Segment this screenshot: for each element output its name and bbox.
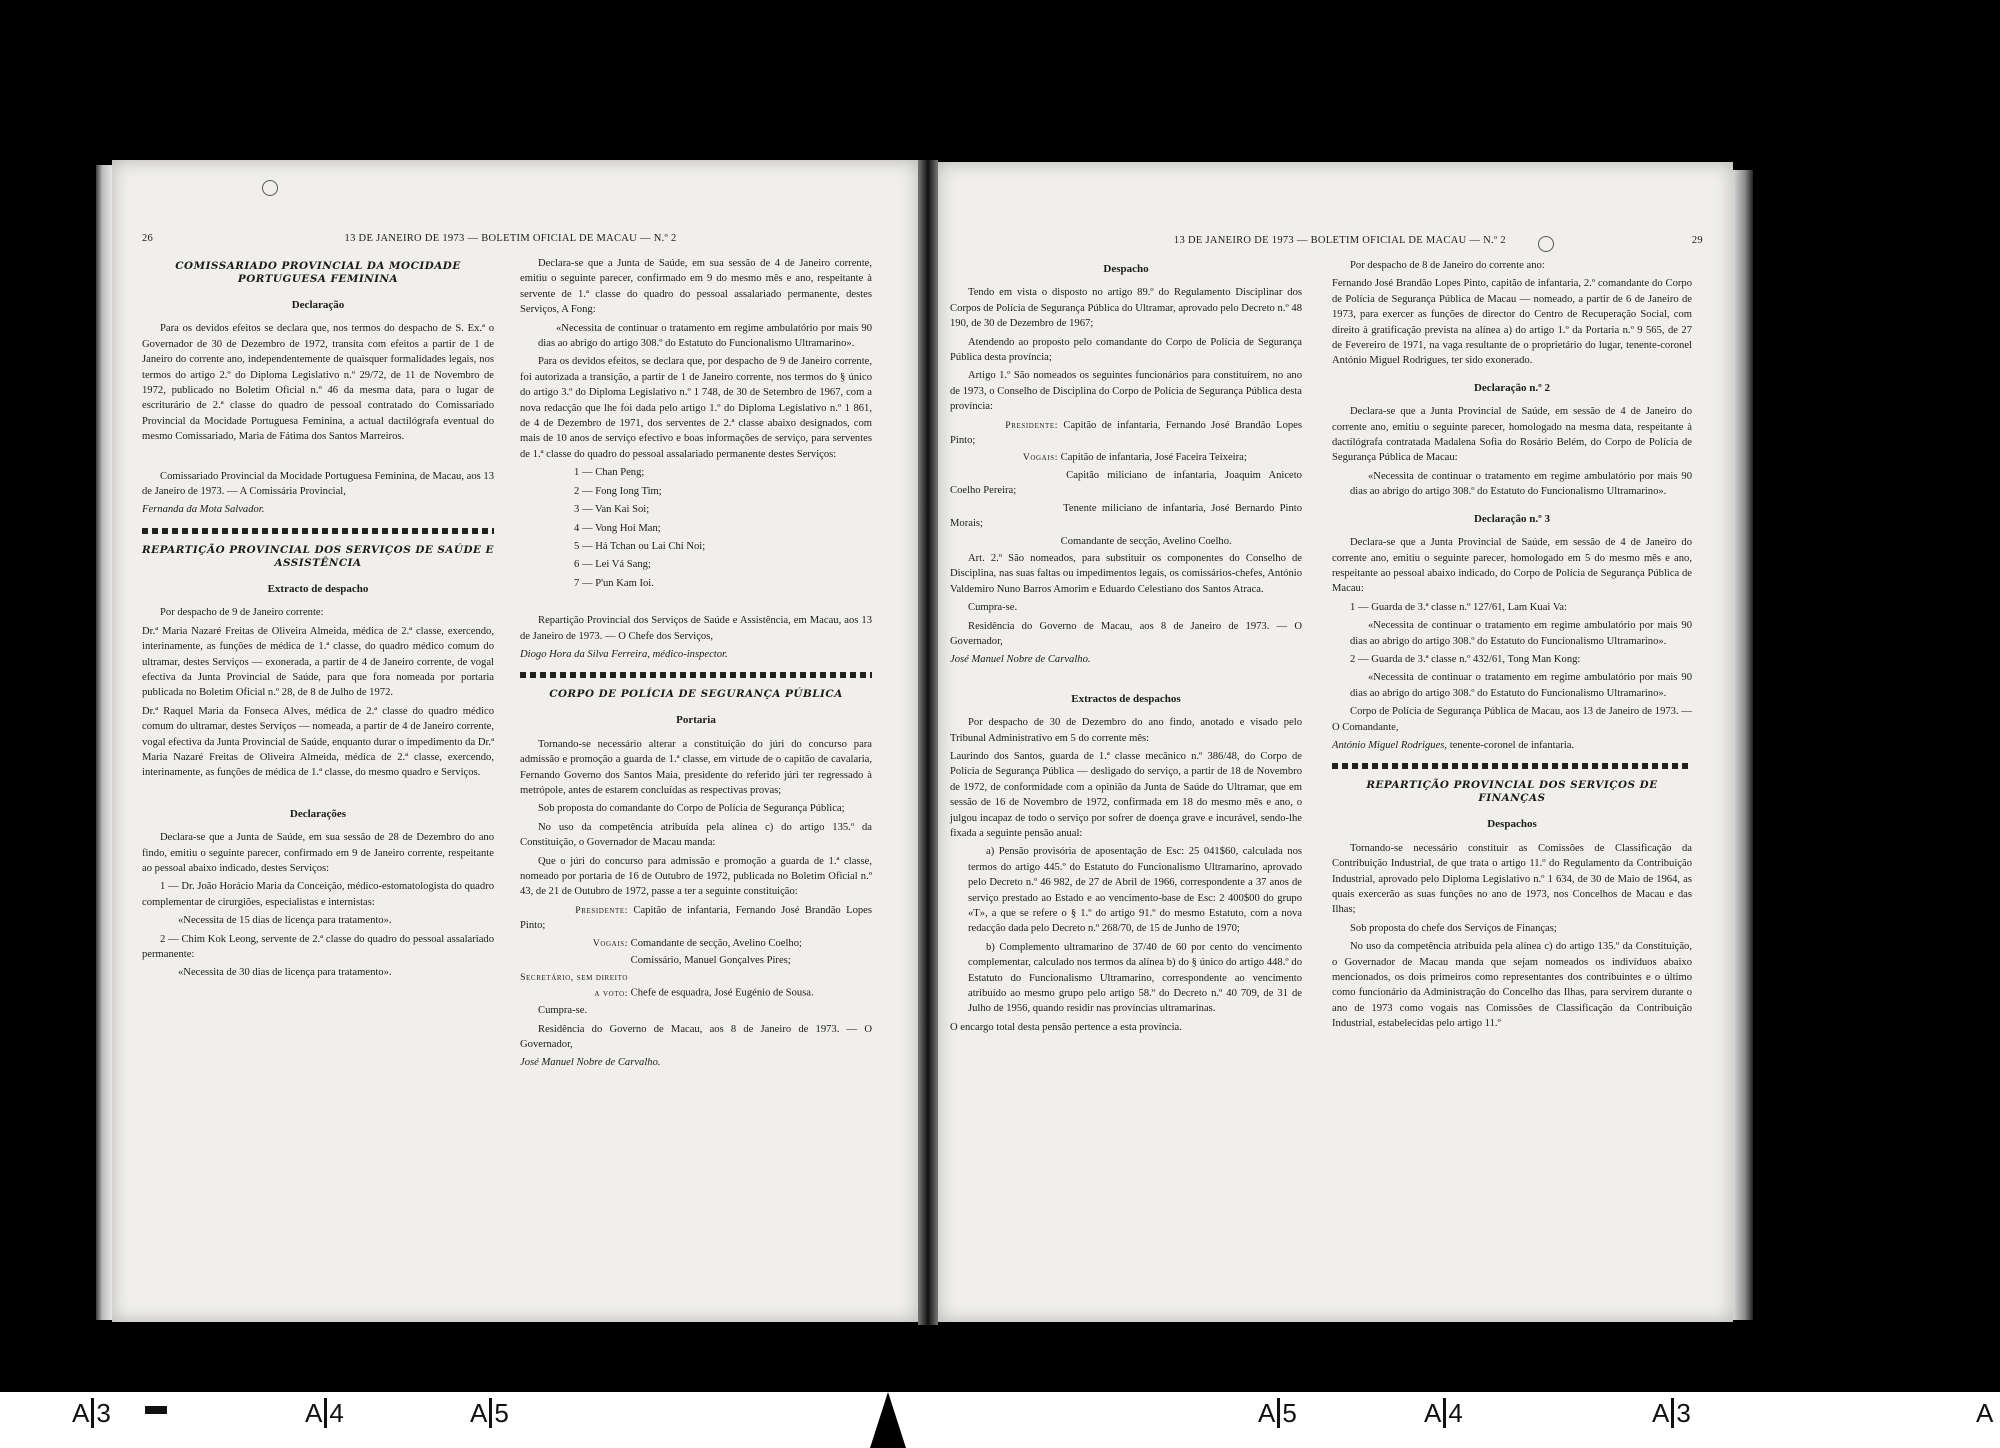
section-subtitle: Extractos de despachos (1071, 692, 1181, 705)
paragraph: Artigo 1.º São nomeados os seguintes funcionários para constituírem, no ano de 1973, o Conselho de Disciplina do Corpo de Polícia de Segurança Pública desta província: (950, 370, 1302, 413)
section-divider (142, 528, 494, 534)
paragraph: Declara-se que a Junta Provincial de Saúde, em sessão de 4 de Janeiro do corrente ano, emitiu o seguinte parecer, homologado em 5 do mesmo mês e ano, respeitante ao pessoal abaixo indicado, do Corpo de Polícia de Segurança Pública de Macau: (1332, 537, 1692, 595)
board-row: Vogais: Capitão de infantaria, José Faceira Teixeira; (1022, 452, 1247, 464)
list-item: 1 — Chan Peng; (574, 467, 645, 479)
signature: Fernanda da Mota Salvador. (142, 504, 265, 516)
paragraph: Cumpra-se. (538, 1005, 588, 1017)
paragraph: Cumpra-se. (968, 602, 1018, 614)
right-page-header (968, 235, 1703, 246)
paragraph: Para os devidos efeitos, se declara que, por despacho de 9 de Janeiro corrente, foi autorizada a transição, a partir de 1 de Janeiro corrente, nos termos do § único do artigo 3.º do Diploma Legislativo n.º 1 748, de 30 de Setembro de 1967, com a nova redacção que lhe foi dada pelo artigo 1.º do Diploma Legislativo n.º 1 861, de 4 de Dezembro de 1971, dos serventes de 2.ª classe abaixo designados, com mais de 10 anos de serviço efectivo e boas informações de serviço, para serventes de 1.ª classe do quadro do pessoal assalariado permanente destes Serviços: (520, 356, 872, 460)
list-item: 3 — Van Kai Soi; (574, 504, 650, 516)
right-column-2 (1332, 258, 1692, 1035)
signature: José Manuel Nobre de Carvalho. (520, 1057, 661, 1069)
film-frame-mark: A 3 (1652, 1398, 1691, 1428)
paragraph: Art. 2.º São nomeados, para substituir os componentes do Conselho de Disciplina, nas suas faltas ou impedimentos legais, os comissários-chefes, António Valdemiro Nuno Barros Amorim e Eduardo Celestiano dos Santos Atraca. (950, 552, 1302, 595)
paragraph: O encargo total desta pensão pertence a esta província. (950, 1021, 1182, 1033)
jury-row: Secretário, sem direito a voto: Chefe de esquadra, José Eugénio de Sousa. (520, 972, 814, 999)
section-title: REPARTIÇÃO PROVINCIAL DOS SERVIÇOS DE FINANÇAS (1366, 779, 1658, 805)
paragraph: Sob proposta do comandante do Corpo de Polícia de Segurança Pública; (538, 803, 845, 815)
section-divider (1332, 763, 1692, 769)
paragraph: Declara-se que a Junta de Saúde, em sua sessão de 4 de Janeiro corrente, emitiu o seguinte parecer, confirmado em 9 do mesmo mês e ano, respeitante à servente de 1.ª classe do quadro do pessoal assalariado permanente, destes Serviços, A Fong: (520, 258, 872, 316)
page-blemish (1538, 236, 1554, 252)
signature: Diogo Hora da Silva Ferreira, médico-inspector. (520, 648, 728, 660)
paragraph: Que o júri do concurso para admissão e promoção a guarda de 1.ª classe, nomeado por portaria de 16 de Outubro de 1972, publicada no Boletim Oficial n.º 43, de 21 de Outubro de 1972, passe a ter a seguinte constituição: (520, 855, 872, 898)
section-subtitle: Portaria (676, 714, 716, 727)
film-strip (0, 1392, 2000, 1448)
section-subtitle: Despacho (1103, 263, 1149, 275)
quote: «Necessita de continuar o tratamento em regime ambulatório por mais 90 dias ao abrigo do artigo 308.º do Estatuto do Funcionalismo Ultramarino». (1350, 620, 1692, 647)
paragraph: Por despacho de 8 de Janeiro do corrente ano: (1350, 260, 1545, 271)
paragraph: Tendo em vista o disposto no artigo 89.º do Regulamento Disciplinar dos Corpos de Polícia de Segurança Pública do Ultramar, aprovado pelo Decreto n.º 48 190, de 30 de Dezembro de 1967; (950, 287, 1302, 330)
list-item: b) Complemento ultramarino de 37/40 de 60 por cento do vencimento complementar, calculado nos termos da alínea b) do § único do artigo 448.º do Estatuto do Funcionalismo Ultramarino, correspondente ao vencimento atribuído ao mesmo grupo pelo artigo 58.º do Decreto n.º 40 709, de 31 de Julho de 1956, quando residir nas províncias ultramarinas. (968, 941, 1302, 1015)
jury-row: Comissário, Manuel Gonçalves Pires; (630, 955, 791, 967)
right-page (938, 162, 1733, 1322)
film-frame-mark: A (1976, 1398, 1994, 1428)
paragraph: Tornando-se necessário constituir as Comissões de Classificação da Contribuição Industrial, de que trata o artigo 11.º do Regulamento da Contribuição Industrial, aprovado pelo Diploma Legislativo n.º 1 634, de 30 de Maio de 1964, as quais exercerão as suas funções no ano de 1973, nos Concelhos de Macau e das Ilhas; (1332, 842, 1692, 916)
list-item: a) Pensão provisória de aposentação de Esc: 25 041$60, calculada nos termos do artigo 445.º do Estatuto do Funcionalismo Ultramarino, aprovado pelo Decreto n.º 46 982, de 27 de Abril de 1966, correspondente a 37 anos de serviço prestado ao Estado e ao vencimento-base de Esc: 2 400$00 do grupo «T», a que se refere o § 1.º do artigo 91.º do mesmo Estatuto, com a nova redacção dada pelo Decreto n.º 268/70, de 15 de Junho de 1970; (968, 846, 1302, 935)
board-row: Comandante de secção, Avelino Coelho. (1060, 535, 1232, 547)
paragraph: Comissariado Provincial da Mocidade Portuguesa Feminina, de Macau, aos 13 de Janeiro de 1973. — A Comissária Provincial, (142, 470, 494, 498)
board-row: Tenente miliciano de infantaria, José Bernardo Pinto Morais; (950, 502, 1302, 530)
paragraph: Sob proposta do chefe dos Serviços de Finanças; (1350, 922, 1557, 934)
quote: «Necessita de continuar o tratamento em regime ambulatório por mais 90 dias ao abrigo do artigo 308.º do Estatuto do Funcionalismo Ultramarino». (1350, 672, 1692, 699)
book-gutter (918, 160, 938, 1325)
paragraph: Declara-se que a Junta Provincial de Saúde, em sessão de 4 de Janeiro do corrente ano, emitiu o seguinte parecer, homologado na mesma data, respeitante à dactilógrafa contratada Madalena Sofia do Rosário Belém, do Corpo de Polícia de Segurança Pública de Macau: (1332, 406, 1692, 464)
list-item: 6 — Lei Vá Sang; (574, 559, 651, 571)
right-column-1 (950, 258, 1302, 1038)
film-frame-mark: A 4 (1424, 1398, 1463, 1428)
paragraph: Por despacho de 9 de Janeiro corrente: (160, 607, 324, 619)
paragraph: Por despacho de 30 de Dezembro do ano findo, anotado e visado pelo Tribunal Administrativo em 5 do corrente mês: (950, 717, 1302, 744)
running-title: 13 DE JANEIRO DE 1973 — BOLETIM OFICIAL DE MACAU — N.º 2 (1173, 235, 1506, 246)
quote: «Necessita de 30 dias de licença para tratamento». (178, 967, 392, 979)
paragraph: Tornando-se necessário alterar a constituição do júri do concurso para admissão e promoção a guarda de 1.ª classe, em virtude de o capitão de cavalaria, Fernando Governo dos Santos Maia, presidente do referido júri ter regressado à metrópole, antes de estarem concluídas as respectivas provas; (520, 738, 872, 796)
left-page-header (142, 233, 888, 244)
paragraph: Residência do Governo de Macau, aos 8 de Janeiro de 1973. — O Governador, (520, 1023, 872, 1051)
paragraph: Dr.ª Raquel Maria da Fonseca Alves, médica de 2.ª classe do quadro médico comum do ultramar, destes Serviços — nomeada, a partir de 4 de Janeiro corrente, vogal efectiva da Junta Provincial de Saúde, enquanto durar o impedimento da Dr.ª Maria Nazaré Freitas de Oliveira Almeida, médica de 2.ª classe, exercendo, interinamente, as funções de médica de 1.ª classe, do mesmo quadro e Serviços. (142, 705, 494, 779)
quote: «Necessita de continuar o tratamento em regime ambulatório por mais 90 dias ao abrigo do artigo 308.º do Estatuto do Funcionalismo Ultramarino». (1350, 470, 1692, 498)
section-title: COMISSARIADO PROVINCIAL DA MOCIDADE PORTUGUESA FEMININA (175, 260, 461, 285)
paragraph: Repartição Provincial dos Serviços de Saúde e Assistência, em Macau, aos 13 de Janeiro de 1973. — O Chefe dos Serviços, (520, 615, 872, 642)
section-subtitle: Declarações (289, 807, 347, 820)
paragraph: 2 — Chim Kok Leong, servente de 2.ª classe do quadro do pessoal assalariado permanente: (142, 933, 494, 960)
section-subtitle: Declaração (291, 299, 345, 311)
page-number: 26 (142, 233, 154, 244)
paragraph: Fernando José Brandão Lopes Pinto, capitão de infantaria, 2.º comandante do Corpo de Polícia de Segurança Pública de Macau — nomeado, a partir de 6 de Janeiro de 1973, para exercer as funções de director do Centro de Recuperação Social, com direito à gratificação prevista na alínea a) do artigo 1.º da Portaria n.º 9 565, de 27 de Fevereiro de 1971, na vaga resultante de o proprietário do lugar, tenente-coronel António Miguel Rodrigues, ter sido exonerado. (1332, 278, 1692, 367)
paragraph: 1 — Guarda de 3.ª classe n.º 127/61, Lam Kuai Va: (1350, 601, 1567, 613)
film-frame-mark: A 5 (470, 1398, 509, 1428)
paragraph: 1 — Dr. João Horácio Maria da Conceição, médico-estomatologista do quadro complementar de cirurgiões, especialistas e internistas: (142, 881, 494, 908)
running-title: 13 DE JANEIRO DE 1973 — BOLETIM OFICIAL DE MACAU — N.º 2 (344, 233, 677, 244)
paragraph: Declara-se que a Junta de Saúde, em sua sessão de 28 de Dezembro do ano findo, emitiu o seguinte parecer, confirmado em 9 de Janeiro corrente, respeitante ao pessoal abaixo indicado, destes Serviços: (142, 832, 494, 874)
page-blemish (262, 180, 278, 196)
section-title: CORPO DE POLÍCIA DE SEGURANÇA PÚBLICA (549, 688, 843, 701)
section-subtitle: Despachos (1487, 818, 1537, 831)
paragraph: Corpo de Polícia de Segurança Pública de Macau, aos 13 de Janeiro de 1973. — O Comandante, (1332, 706, 1692, 733)
left-column-1 (142, 256, 494, 984)
board-row: Presidente: Capitão de infantaria, Fernando José Brandão Lopes Pinto; (950, 419, 1302, 447)
film-frame-mark: A 4 (305, 1398, 344, 1428)
quote: «Necessita de continuar o tratamento em regime ambulatório por mais 90 dias ao abrigo do artigo 308.º do Estatuto do Funcionalismo Ultramarino». (538, 322, 872, 350)
jury-row: Vogais: Comandante de secção, Avelino Coelho; (592, 937, 802, 949)
film-frame-mark: A 3 (72, 1398, 111, 1428)
list-item: 2 — Fong Iong Tim; (574, 485, 662, 497)
paragraph: Para os devidos efeitos se declara que, nos termos do despacho de S. Ex.ª o Governador de 30 de Dezembro de 1972, transita com efeitos a partir de 1 de Janeiro do corrente ano, independentemente de quaisquer formalidades legais, nos termos do artigo 2.º do Diploma Legislativo n.º 29/72, de 11 de Novembro de 1972, publicado no Boletim Oficial n.º 46 da mesma data, para o lugar de escriturário de 2.ª classe do quadro de pessoal contratado do Comissariado Provincial da Mocidade Portuguesa Feminina, a actual dactilógrafa eventual do mesmo Comissariado, Maria de Fátima dos Santos Marreiros. (142, 323, 494, 443)
section-subtitle: Extracto de despacho (267, 582, 369, 595)
left-column-2 (520, 256, 872, 1074)
film-tab (145, 1406, 167, 1414)
right-page-edge (1733, 170, 1753, 1320)
quote: «Necessita de 15 dias de licença para tratamento». (178, 915, 392, 927)
paragraph: Laurindo dos Santos, guarda de 1.ª classe mecânico n.º 386/48, do Corpo de Polícia de Segurança Pública — desligado do serviço, a partir de 18 de Novembro de 1972, de conformidade com a opinião da Junta de Saúde do Ultramar, que em sessão de 16 de Novembro de 1972, confirmada em 18 do mesmo mês e ano, o julgou incapaz de todo o serviço por sofrer de doença grave e incurável, sendo-lhe fixada a seguinte pensão anual: (950, 750, 1302, 839)
jury-row: Presidente: Capitão de infantaria, Fernando José Brandão Lopes Pinto; (520, 904, 872, 932)
film-frame-mark: A 5 (1258, 1398, 1297, 1428)
paragraph: 2 — Guarda de 3.ª classe n.º 432/61, Tong Man Kong: (1350, 653, 1581, 665)
board-row: Capitão miliciano de infantaria, Joaquim Aniceto Coelho Pereira; (950, 469, 1302, 497)
list-item: 7 — P'un Kam Ioi. (574, 577, 654, 589)
left-page-edge (96, 165, 112, 1320)
list-item: 5 — Há Tchan ou Lai Chi Noi; (574, 540, 706, 552)
paragraph: No uso da competência atribuída pela alínea c) do artigo 135.º da Constituição, o Governador de Macau manda que sejam nomeados os indivíduos abaixo mencionados, os dois primeiros como representantes dos contribuintes e o último como funcionário da Administração do Concelho das Ilhas, para servirem durante o ano de 1973 como vogais nas Comissões de Classificação da Contribuição Industrial, estabelecidas pelo artigo 11.º (1332, 941, 1692, 1030)
signature: António Miguel Rodrigues, tenente-coronel de infantaria. (1332, 739, 1575, 751)
signature: José Manuel Nobre de Carvalho. (950, 654, 1091, 666)
paragraph: Atendendo ao proposto pelo comandante do Corpo de Polícia de Segurança Pública desta província; (950, 336, 1302, 364)
section-title: REPARTIÇÃO PROVINCIAL DOS SERVIÇOS DE SAÚDE E ASSISTÊNCIA (142, 543, 494, 569)
page-number: 29 (1691, 235, 1703, 246)
paragraph: Residência do Governo de Macau, aos 8 de Janeiro de 1973. — O Governador, (950, 620, 1302, 647)
section-subtitle: Declaração n.º 2 (1473, 381, 1551, 394)
section-divider (520, 672, 872, 678)
left-page (112, 160, 918, 1322)
section-subtitle: Declaração n.º 3 (1473, 512, 1551, 525)
list-item: 4 — Vong Hoi Man; (574, 522, 661, 534)
paragraph: Dr.ª Maria Nazaré Freitas de Oliveira Almeida, médica de 2.ª classe, exercendo, interinamente, as funções de médica de 1.ª classe, do quadro médico comum do ultramar, destes Serviços — exonerada, a partir de 4 de Janeiro corrente, de vogal efectiva da Junta Provincial de Saúde, para que fora nomeada por portaria publicada no Boletim Oficial n.º 28, de 8 de Julho de 1972. (142, 625, 494, 699)
paragraph: No uso da competência atribuída pela alínea c) do artigo 135.º da Constituição, o Governador de Macau manda: (520, 821, 872, 849)
